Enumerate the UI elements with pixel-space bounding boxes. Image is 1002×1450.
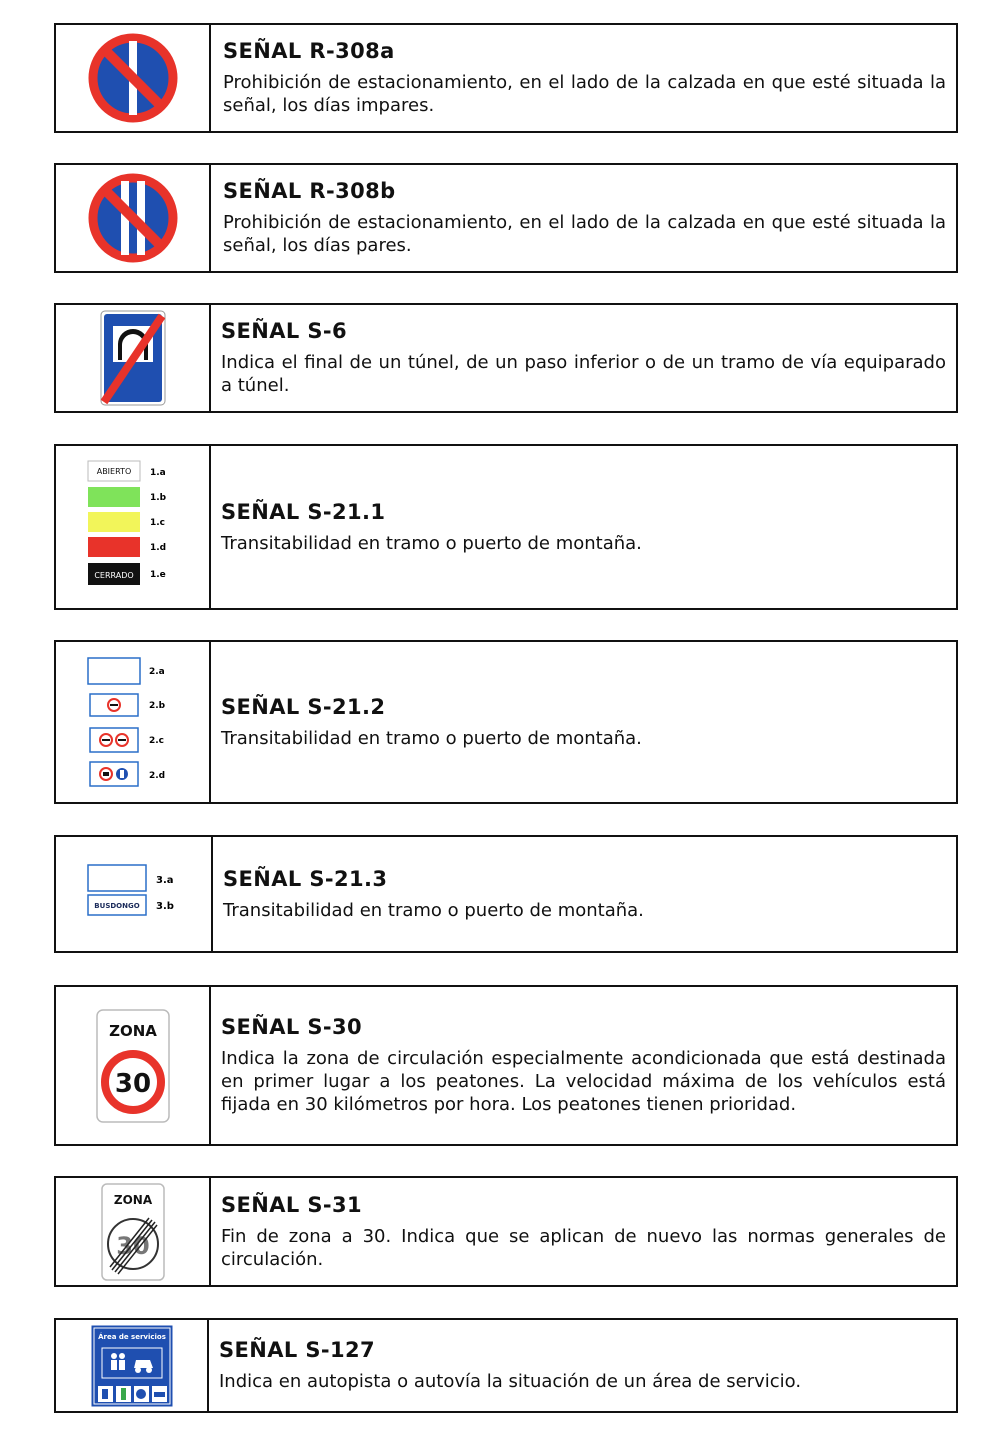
open-label: ABIERTO [96,467,131,476]
signal-image-cell [56,446,211,608]
mountain-pass-requirements-icon [83,652,183,792]
code-label: 1.b [149,493,166,503]
signal-text-cell [211,987,956,1144]
signal-text-cell [211,642,956,802]
code-label: 2.b [148,701,165,711]
code-label: 3.a [155,875,174,886]
signal-title: SEÑAL S-6 [221,319,348,343]
signal-card-s31 [54,1176,958,1287]
zone-label: ZONA [113,1192,152,1207]
signal-image-cell [56,1178,211,1285]
signal-image-cell [56,1320,209,1411]
code-label: 1.a [149,468,166,478]
signal-title: SEÑAL S-21.2 [221,694,386,719]
service-area-icon [90,1324,174,1408]
signal-text-cell [211,1178,956,1285]
speed-label: 30 [115,1231,150,1260]
signal-image-cell [56,25,211,131]
signal-card-s30 [54,985,958,1146]
zone-30-icon [95,1008,171,1124]
signal-title: SEÑAL S-30 [221,1015,363,1039]
signal-image-cell [56,642,211,802]
signal-text-cell [213,837,956,951]
signal-image-cell [56,837,213,951]
signal-text-cell [211,25,956,131]
signal-description: Indica el final de un túnel, de un paso inferior o de un tramo de vía equiparado a túnel. [221,352,946,396]
signal-card-r308a [54,23,958,133]
signal-image-cell [56,987,211,1144]
zone-label: ZONA [108,1021,157,1040]
code-label: 3.b [155,901,174,912]
signal-title: SEÑAL S-21.1 [221,499,386,524]
no-parking-even-days-icon [88,173,178,263]
signal-title: SEÑAL R-308a [223,39,395,63]
signal-card-s21-2 [54,640,958,804]
signal-title: SEÑAL S-127 [219,1338,376,1362]
signal-text-cell [211,165,956,271]
end-of-tunnel-icon [100,310,166,406]
signal-card-s127 [54,1318,958,1413]
signal-card-s6 [54,303,958,413]
signal-title: SEÑAL R-308b [223,179,396,203]
signal-text-cell [211,446,956,608]
signal-card-r308b [54,163,958,273]
code-label: 2.c [148,736,164,746]
signal-card-s21-3 [54,835,958,953]
signal-description: Transitabilidad en tramo o puerto de montaña. [221,532,642,554]
signal-image-cell [56,305,211,411]
signal-card-s21-1 [54,444,958,610]
signal-title: SEÑAL S-21.3 [223,866,388,891]
code-label: 1.c [149,518,165,528]
signal-description: Prohibición de estacionamiento, en el lado de la calzada en que esté situada la señal, los días pares. [223,212,946,256]
signal-description: Transitabilidad en tramo o puerto de montaña. [223,899,644,921]
speed-label: 30 [114,1068,151,1099]
signal-description: Transitabilidad en tramo o puerto de montaña. [221,727,642,749]
code-label: 1.e [149,570,166,580]
signal-image-cell [56,165,211,271]
signal-description: Prohibición de estacionamiento, en el lado de la calzada en que esté situada la señal, los días impares. [223,72,946,116]
signal-text-cell [211,305,956,411]
signal-description: Indica en autopista o autovía la situación de un área de servicio. [219,1371,802,1392]
no-parking-odd-days-icon [88,33,178,123]
mountain-pass-destination-icon [84,859,184,929]
end-zone-30-icon [100,1182,166,1282]
code-label: 2.d [148,771,165,781]
service-area-label: Área de servicios [97,1332,166,1341]
signal-title: SEÑAL S-31 [221,1192,363,1217]
code-label: 1.d [149,543,166,553]
mountain-pass-status-icon [83,457,183,597]
signal-description: Indica la zona de circulación especialmente acondicionada que está destinada en primer lugar a los peatones. La velocidad máxima de los vehículos está fijada en 30 kilómetros por hora. Los peatones tienen prioridad. [221,1048,946,1115]
signal-description: Fin de zona a 30. Indica que se aplican de nuevo las normas generales de circulación. [221,1225,946,1270]
place-label: BUSDONGO [93,902,140,910]
signal-text-cell [209,1320,956,1411]
closed-label: CERRADO [93,571,134,580]
code-label: 2.a [148,667,165,677]
